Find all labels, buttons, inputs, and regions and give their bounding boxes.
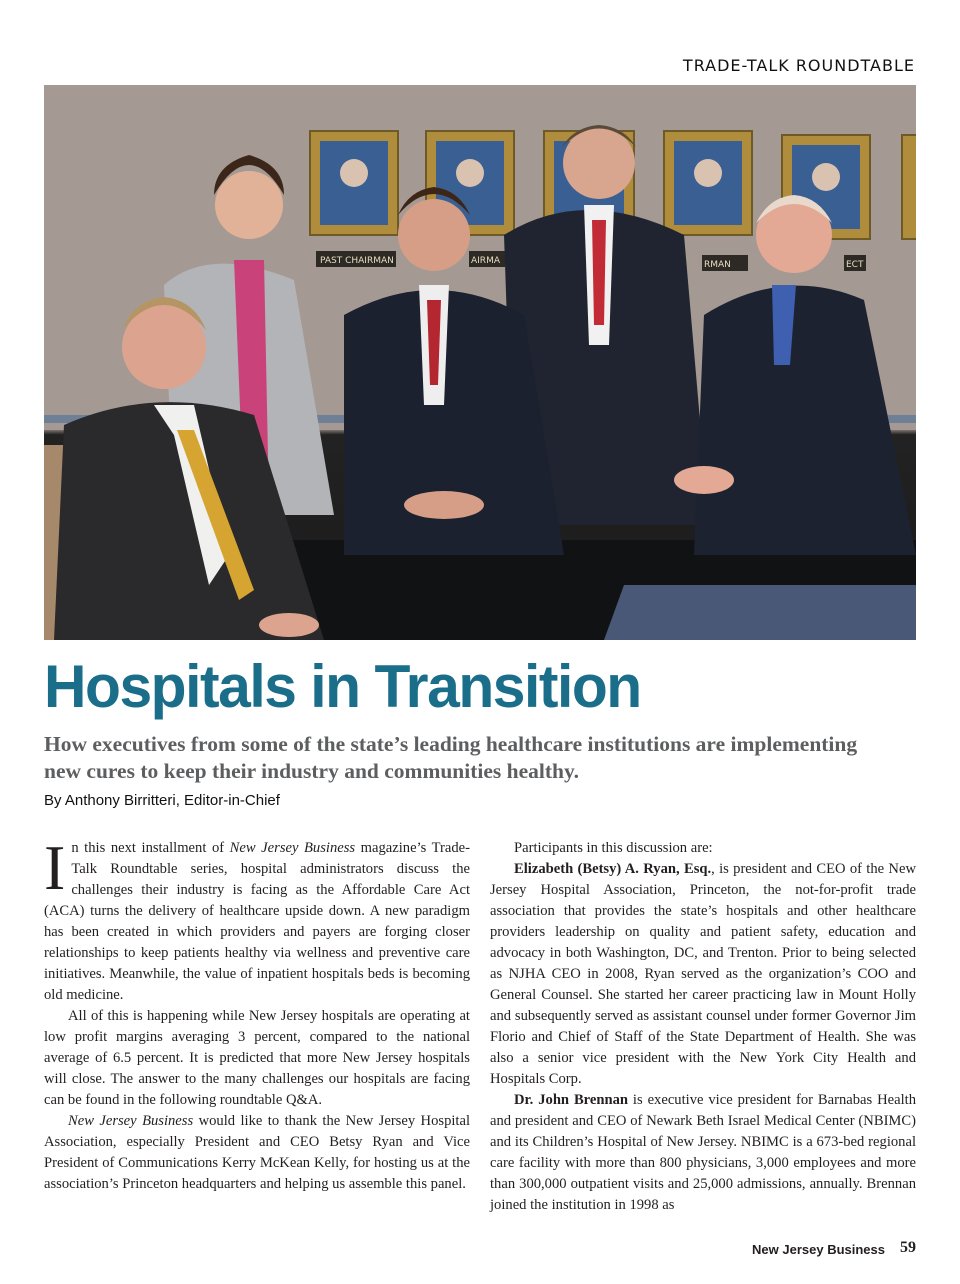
participant-bio-brennan: Dr. John Brennan is executive vice president for Barnabas Health and president and CEO of Newark Beth Israel Medical Center (NBIMC) and its Children’s Hospital of New Jersey. NBIMC is a 673-bed regional care facility with more than 800 physicians, 3,000 employees and more than 300,000 outpatient visits and 25,000 admissions, annually. Brennan joined the institution in 1998 as [490, 1092, 916, 1213]
participant-bio-ryan: Elizabeth (Betsy) A. Ryan, Esq., is president and CEO of the New Jersey Hospital Association, Princeton, the not-for-profit trade association that provides the state’s hospitals and other healthcare providers leadership on quality and patient safety, education and advocacy in both Washington, DC, and Trenton. Prior to being selected as NJHA CEO in 2008, Ryan served as the organization’s COO and General Counsel. She started her career practicing law in Mount Holly and subsequently served as assistant counsel under former Governor Jim Florio and Chief of Staff of the State Department of Health. She was also a senior vice president with the New York City Health and Hospitals Corp. [490, 861, 916, 1087]
byline: By Anthony Birritteri, Editor-in-Chief [44, 792, 280, 809]
article-deck: How executives from some of the state’s leading healthcare institutions are implementing new cures to keep their industry and communities healthy. [44, 732, 858, 783]
drop-cap: I [44, 832, 66, 903]
body-column-right [490, 838, 916, 1216]
plaque-text: AIRMA [471, 256, 500, 266]
page-number: 59 [900, 1239, 916, 1256]
plaque-text: ECT [846, 260, 864, 270]
plaque-text: RMAN [704, 260, 731, 270]
paragraph: In this next installment of New Jersey Business magazine’s Trade-Talk Roundtable series, hospital administrators discuss the challenges their industry is facing as the Affordable Care Act (ACA) turns the delivery of healthcare upside down. A new paradigm has been created in which providers and payers are forging closer relationships to keep patients healthy via wellness and preventive care initiatives. Meanwhile, the value of inpatient hospitals beds is becoming old medicine. [44, 832, 470, 1003]
footer-publication: New Jersey Business [752, 1242, 885, 1257]
section-label: TRADE-TALK ROUNDTABLE [682, 56, 915, 75]
group-photo [44, 85, 916, 640]
group-photo-illustration [44, 85, 916, 640]
article-title: Hospitals in Transition [44, 653, 641, 720]
body-column-left [44, 832, 471, 1195]
paragraph: Participants in this discussion are: [514, 840, 713, 856]
paragraph: All of this is happening while New Jersey hospitals are operating at low profit margins averaging 3 percent, compared to the national average of 6.5 percent. It is predicted that more New Jersey hospitals will close. The answer to the many challenges our hospitals are facing can be found in the following roundtable Q&A. [44, 1008, 470, 1108]
plaque-text: PAST CHAIRMAN [320, 256, 394, 266]
paragraph: New Jersey Business would like to thank the New Jersey Hospital Association, especially President and CEO Betsy Ryan and Vice President of Communications Kerry McKean Kelly, for hosting us at the association’s Princeton headquarters and helping us assemble this panel. [44, 1113, 471, 1192]
